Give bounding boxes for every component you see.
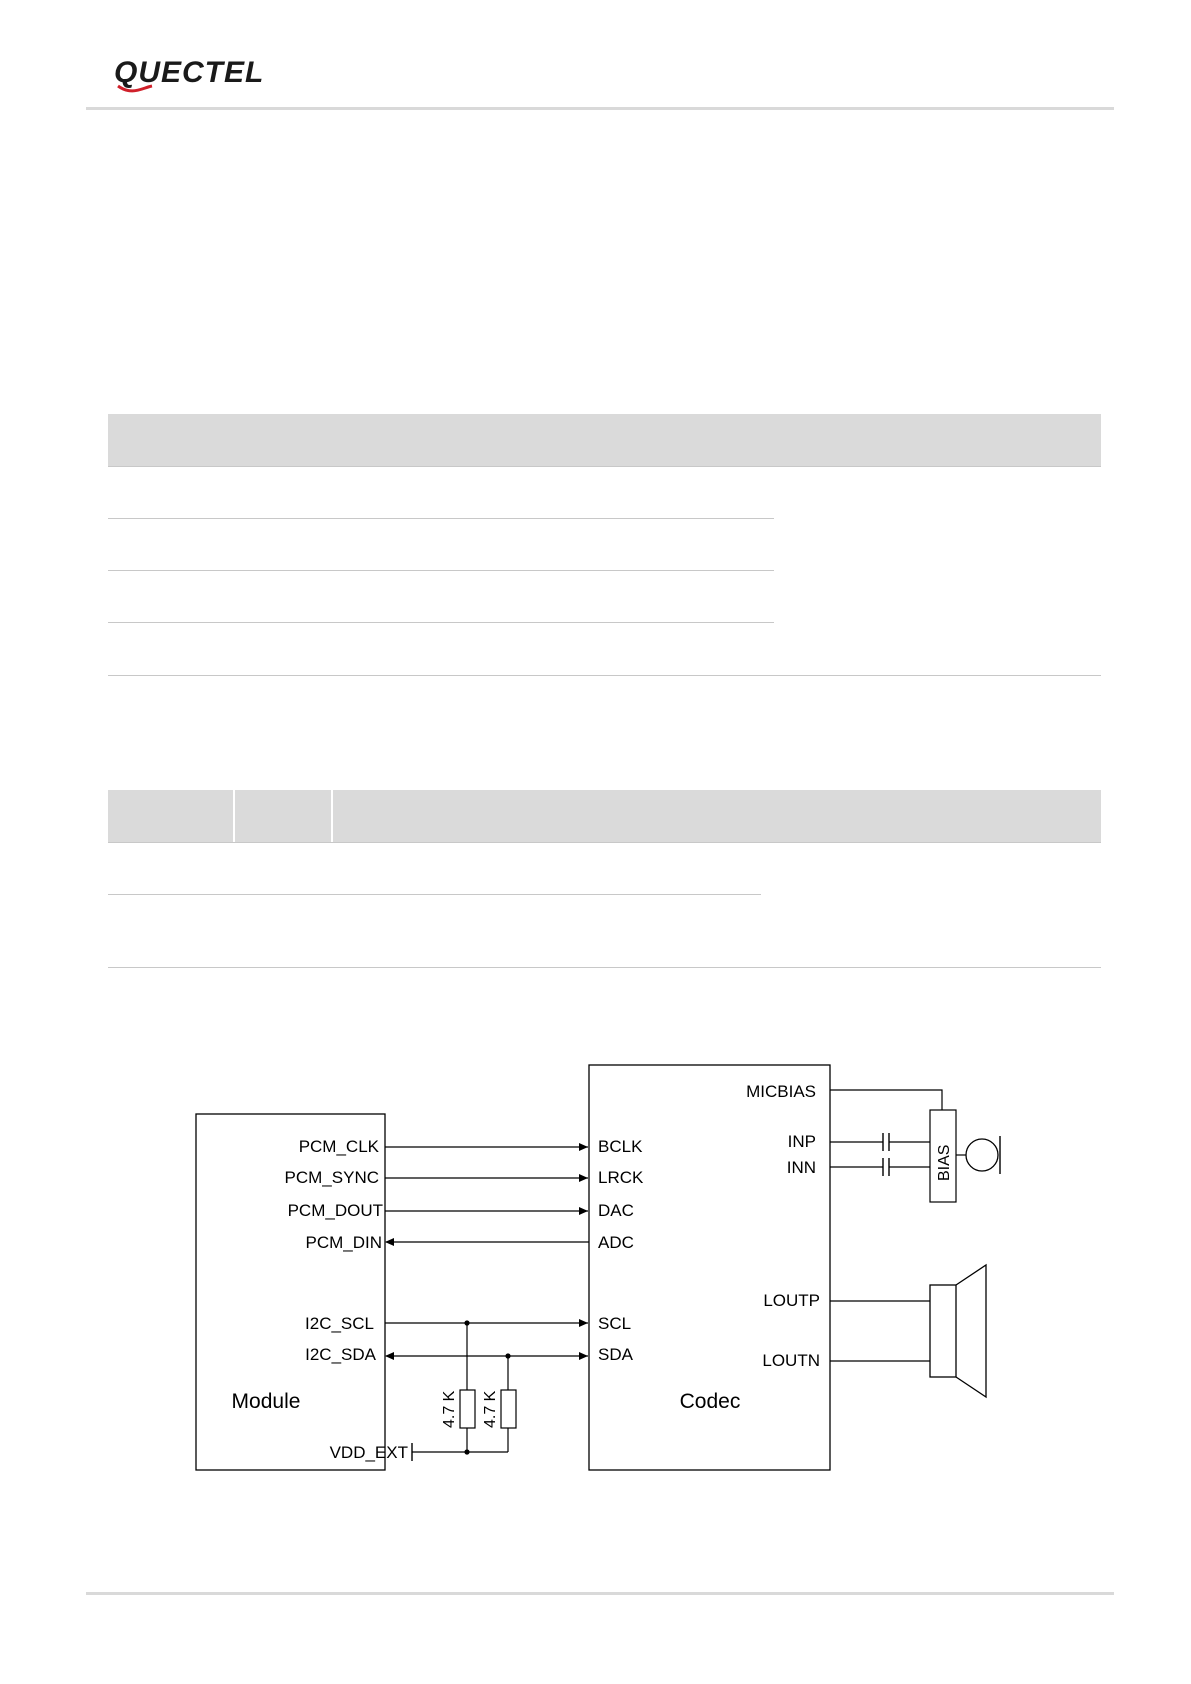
quectel-logo (112, 56, 342, 101)
codec-pin-loutn: LOUTN (762, 1351, 820, 1370)
resistor-1-value: 4.7 K (441, 1390, 458, 1428)
table-1-rule (108, 622, 774, 623)
codec-pin-inp: INP (787, 1132, 816, 1151)
codec-pin-loutp: LOUTP (763, 1291, 820, 1310)
table-2-column-separator (233, 790, 235, 842)
table-2-rule (108, 842, 1101, 843)
codec-pin-bclk: BCLK (598, 1137, 643, 1156)
table-2-column-separator (331, 790, 333, 842)
module-label: Module (231, 1390, 301, 1413)
footer-divider (86, 1592, 1114, 1595)
table-1-rule (108, 518, 774, 519)
module-pin-pcm-clk: PCM_CLK (298, 1137, 379, 1156)
resistor-2 (501, 1390, 516, 1428)
module-pin-i2c-scl: I2C_SCL (305, 1314, 374, 1333)
codec-pin-scl: SCL (598, 1314, 632, 1333)
wire-micbias (830, 1090, 942, 1110)
codec-label: Codec (679, 1390, 741, 1413)
codec-pin-micbias: MICBIAS (746, 1082, 816, 1101)
module-pin-i2c-sda: I2C_SDA (305, 1345, 376, 1364)
quectel-logo-mark (112, 56, 342, 96)
microphone-icon (966, 1139, 998, 1171)
resistor-1 (460, 1390, 475, 1428)
table-2-rule (108, 967, 1101, 968)
vdd-ext-label: VDD_EXT (329, 1443, 408, 1462)
speaker-cone (956, 1265, 986, 1397)
table-1-header (108, 414, 1101, 466)
table-2-header (108, 790, 1101, 842)
codec-pin-sda: SDA (598, 1345, 633, 1364)
codec-pin-dac: DAC (598, 1201, 634, 1220)
bias-label: BIAS (936, 1144, 953, 1181)
codec-pin-adc: ADC (598, 1233, 634, 1252)
module-pin-pcm-dout: PCM_DOUT (287, 1201, 383, 1220)
header-divider (86, 107, 1114, 110)
module-pin-pcm-din: PCM_DIN (305, 1233, 382, 1252)
module-pin-pcm-sync: PCM_SYNC (284, 1168, 379, 1187)
codec-pin-lrck: LRCK (598, 1168, 644, 1187)
table-1-rule (108, 675, 1101, 676)
table-2-rule (108, 894, 761, 895)
pcm-codec-diagram (150, 1040, 1030, 1480)
table-1-rule (108, 570, 774, 571)
table-1-rule (108, 466, 1101, 467)
resistor-2-value: 4.7 K (482, 1390, 499, 1428)
junction-dot (464, 1449, 469, 1454)
brand-wordmark: QUECTEL (114, 56, 265, 89)
speaker-icon (930, 1285, 956, 1377)
codec-pin-inn: INN (786, 1158, 816, 1177)
